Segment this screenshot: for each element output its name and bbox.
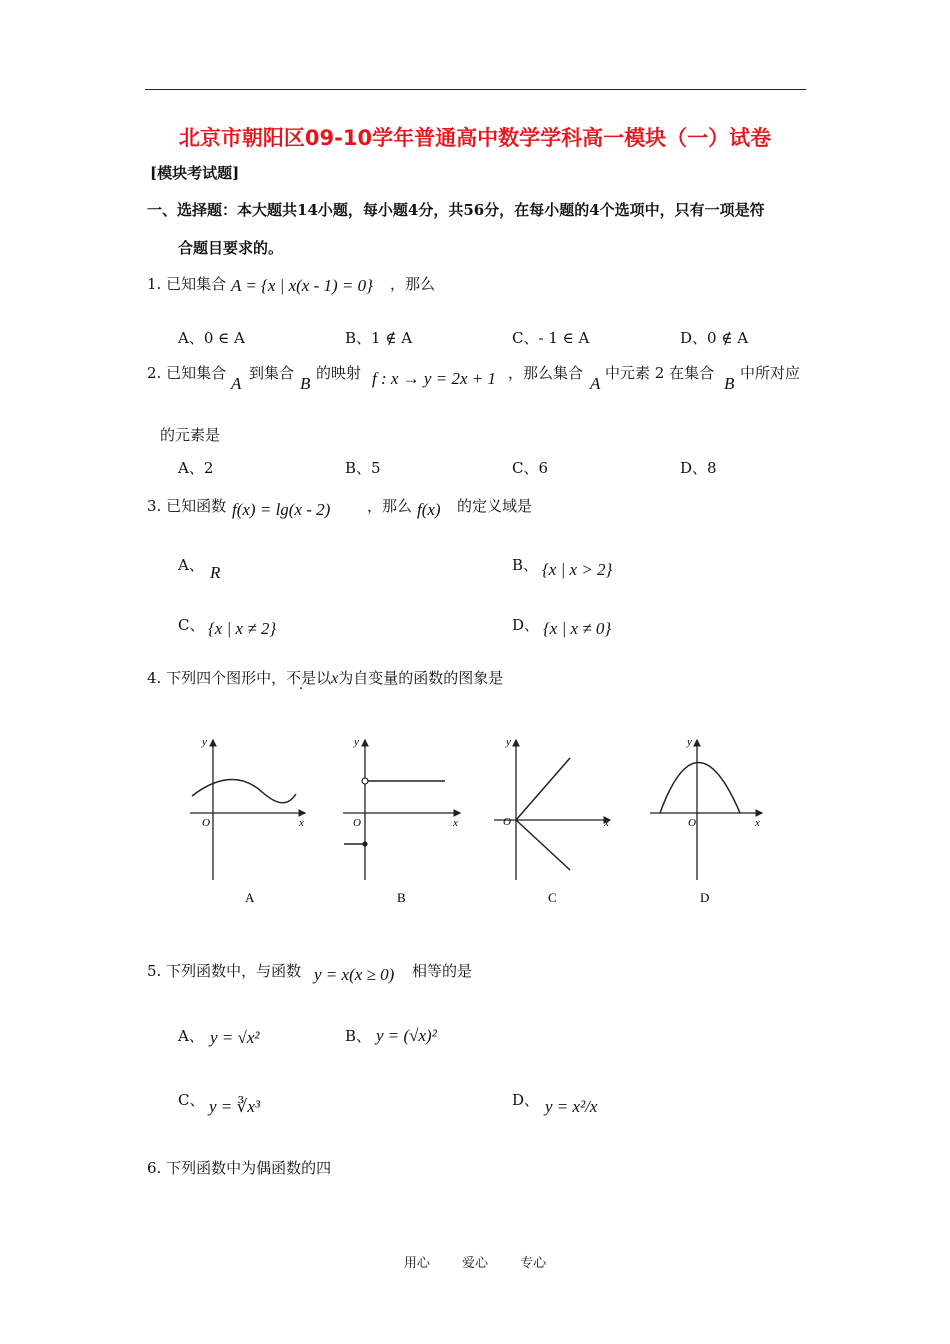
q2-text-5: 中元素 2 在集合: [605, 364, 715, 382]
graph-a-y-label: y: [202, 736, 207, 748]
q3-function-expression: f(x) = lg(x - 2): [232, 500, 331, 519]
footer-item: 专心: [520, 1256, 547, 1271]
q4-graphs: [0, 720, 950, 920]
q2-mapping: f : x → y = 2x + 1: [372, 369, 496, 388]
q2-set-a-2: A: [590, 374, 601, 393]
graph-b-origin: O: [353, 817, 361, 829]
q3-text-3: 的定义域是: [457, 497, 533, 515]
q5-option-c-value: y = ∛x³: [209, 1097, 260, 1116]
graph-a: [190, 736, 305, 905]
q5-option-d-label: D、: [512, 1091, 540, 1109]
q1-option-b: B、1 ∉ A: [345, 329, 413, 347]
graph-a-origin: O: [202, 817, 210, 829]
q2-option-c: C、6: [512, 459, 549, 477]
graph-d-caption: D: [700, 890, 710, 905]
q2-option-a: A、2: [178, 459, 214, 477]
exam-title: 北京市朝阳区09-10学年普通高中数学学科高一模块（一）试卷: [178, 126, 772, 150]
q1-option-a: A、0 ∈ A: [178, 329, 245, 347]
q5-text-1: 5. 下列函数中，与函数: [147, 962, 302, 980]
graph-d-origin: O: [688, 817, 696, 829]
q3-option-d-value: {x | x ≠ 0}: [543, 619, 612, 638]
q2-option-b: B、5: [345, 459, 381, 477]
q3-text-1: 3. 已知函数: [147, 497, 227, 515]
q5-option-a-value: y = √x²: [210, 1028, 260, 1047]
graph-c-origin: O: [503, 816, 511, 828]
q4-variable: x: [331, 670, 339, 687]
graph-c-x-label: x: [604, 817, 609, 829]
question-6: 6. 下列函数中为偶函数的四: [147, 1159, 332, 1177]
footer-item: 爱心: [461, 1256, 488, 1271]
graph-c-caption: C: [548, 890, 557, 905]
q3-option-b-label: B、: [512, 556, 539, 574]
q4-text-1: 4. 下列四个图形中，: [147, 669, 287, 687]
q4-text-3: 为自变量的函数的图象是: [338, 669, 504, 687]
q4-text-2: 以: [316, 669, 332, 687]
graph-c: [494, 736, 610, 905]
q2-option-d: D、8: [680, 459, 717, 477]
footer-item: 用心: [403, 1256, 430, 1271]
q3-option-a-label: A、: [178, 556, 204, 574]
graph-d: [650, 736, 762, 905]
section-heading-line2: 合题目要求的。: [178, 239, 284, 257]
q5-option-d-value: y = x²/x: [545, 1097, 598, 1116]
q3-option-d-label: D、: [512, 616, 540, 634]
q2-text-4: ，那么集合: [508, 364, 584, 382]
q3-option-c-value: {x | x ≠ 2}: [208, 619, 277, 638]
q2-set-b: B: [300, 374, 311, 393]
q1-option-d: D、0 ∉ A: [680, 329, 749, 347]
q1-set-expression: A = {x | x(x - 1) = 0}: [231, 276, 373, 295]
graph-b-x-label: x: [453, 817, 458, 829]
q1-prefix: 1. 已知集合: [147, 275, 227, 293]
q5-option-b-value: y = (√x)²: [376, 1026, 437, 1045]
q2-set-a: A: [231, 374, 242, 393]
q3-option-c-label: C、: [178, 616, 205, 634]
q3-function-ref: f(x): [417, 500, 441, 519]
q5-text-2: 相等的是: [412, 962, 473, 980]
graph-d-x-label: x: [755, 817, 760, 829]
q2-text-6: 中所对应: [740, 364, 801, 382]
graph-b-caption: B: [397, 890, 406, 905]
graph-b-y-label: y: [354, 736, 359, 748]
q5-option-b-label: B、: [345, 1027, 372, 1045]
q5-option-a-label: A、: [178, 1027, 204, 1045]
q1-option-c: C、- 1 ∈ A: [512, 329, 590, 347]
q5-function-expression: y = x(x ≥ 0): [314, 965, 395, 984]
q3-option-a-value: R: [210, 563, 221, 582]
graph-a-caption: A: [245, 890, 255, 905]
graph-d-y-label: y: [687, 736, 692, 748]
q3-text-2: ，那么: [367, 497, 413, 515]
section-heading-line1: 一、选择题：本大题共14小题，每小题4分，共56分，在每小题的4个选项中，只有一项是符: [147, 201, 765, 219]
q2-text-2: 到集合: [249, 364, 295, 382]
q2-text-1: 2. 已知集合: [147, 364, 227, 382]
q4-emphasis: 不是: [286, 669, 317, 687]
graph-b: [343, 736, 460, 905]
graph-a-x-label: x: [299, 817, 304, 829]
q4-stem: [147, 667, 503, 688]
exam-tag: [模块考试题]: [150, 164, 240, 182]
header-rule: [145, 89, 806, 90]
page-footer: [0, 1252, 950, 1271]
q2-text-line2: 的元素是: [160, 426, 221, 444]
graph-c-y-label: y: [506, 736, 511, 748]
q3-option-b-value: {x | x > 2}: [542, 560, 613, 579]
q2-text-3: 的映射: [316, 364, 362, 382]
q5-option-c-label: C、: [178, 1091, 205, 1109]
q1-suffix: ，那么: [390, 275, 436, 293]
q2-set-b-2: B: [724, 374, 735, 393]
